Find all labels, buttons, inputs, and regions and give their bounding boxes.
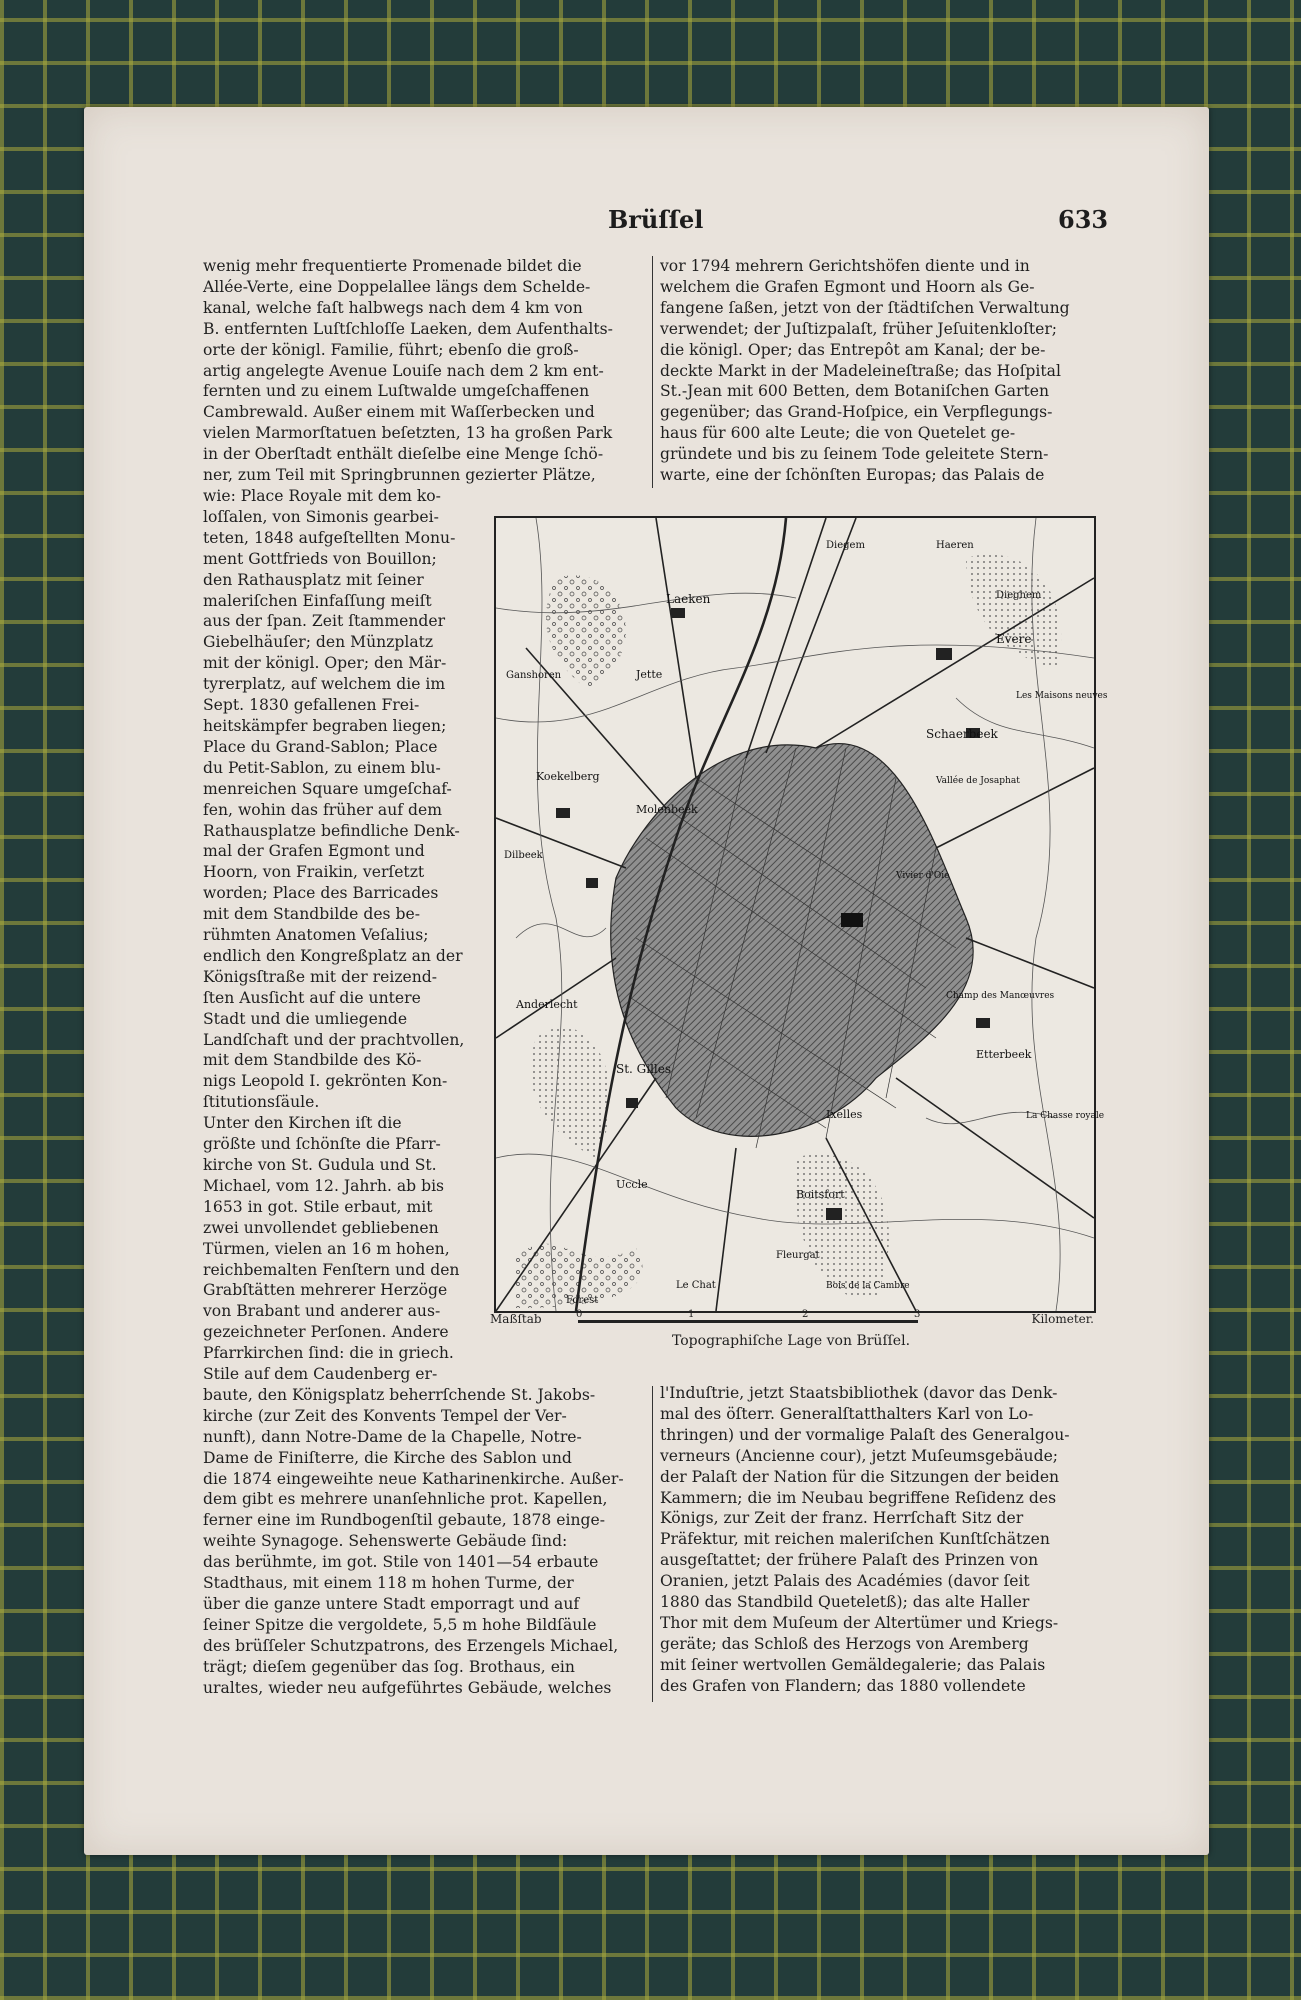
map-label-forest: Forest	[566, 1295, 599, 1306]
text-line: gründete und bis zu ſeinem Tode geleitete Stern-	[660, 445, 1049, 464]
map-label-la-chasse-royale: La Chasse royale	[1026, 1111, 1105, 1121]
text-line: den Rathausplatz mit ſeiner	[203, 570, 424, 589]
text-line: orte der königl. Familie, führt; ebenſo die groß-	[203, 340, 579, 359]
text-line: maleriſchen Einfaſſung meiſt	[203, 591, 432, 610]
text-line: weihte Synagoge. Sehenswerte Gebäude ſind:	[203, 1532, 568, 1551]
map-scale-bar	[578, 1320, 918, 1323]
map-label-uccle: Uccle	[616, 1178, 648, 1191]
map-label-koekelberg: Koekelberg	[536, 770, 600, 783]
text-line: die 1874 eingeweihte neue Katharinenkirche. Außer-	[203, 1469, 624, 1488]
map-label-boitsfort: Boitsfort	[796, 1188, 845, 1201]
map-label-dilbeek: Dilbeek	[504, 850, 543, 861]
right-column-bottom	[660, 1383, 1100, 1697]
text-line: Stadt und die umliegende	[203, 1009, 408, 1028]
map-label-molenbeek: Molenbeek	[636, 803, 698, 816]
text-line: fen, wohin das früher auf dem	[203, 800, 442, 819]
text-line: Landſchaft und der prachtvollen,	[203, 1030, 465, 1049]
column-rule-bottom	[652, 1386, 653, 1702]
text-line: Oranien, jetzt Palais des Académies (davor ſeit	[660, 1572, 1030, 1591]
text-line: Königs, zur Zeit der franz. Herrſchaft Sitz der	[660, 1509, 1024, 1528]
text-line: über die ganze untere Stadt emporragt und auf	[203, 1594, 580, 1613]
text-line: verneurs (Ancienne cour), jetzt Muſeumsgebäude;	[660, 1446, 1059, 1465]
text-line: nigs Leopold I. gekrönten Kon-	[203, 1072, 448, 1091]
text-line: Stile auf dem Caudenberg er-	[203, 1365, 438, 1383]
text-line: zwei unvollendet gebliebenen	[203, 1218, 439, 1237]
map-label-evere: Evere	[996, 632, 1032, 646]
text-line: des brüſſeler Schutzpatrons, des Erzengels Michael,	[203, 1636, 619, 1655]
text-line: kirche (zur Zeit des Konvents Tempel der Ver-	[203, 1406, 567, 1425]
text-line: Giebelhäuſer; den Münzplatz	[203, 633, 434, 652]
text-line: Cambrewald. Außer einem mit Waſſerbecken und	[203, 403, 595, 422]
map-label-ganshoren: Ganshoren	[506, 670, 562, 681]
text-line: Kammern; die im Neubau begriffene Reſidenz des	[660, 1488, 1057, 1507]
text-line: Rathausplatze befindliche Denk-	[203, 821, 460, 840]
map-drawing	[496, 518, 1108, 1311]
map-label-vivier-d-oie: Vivier d'Oie	[896, 871, 950, 881]
text-line: artig angelegte Avenue Louiſe nach dem 2 km ent-	[203, 361, 604, 380]
text-line: Präfektur, mit reichen maleriſchen Kunſtſchätzen	[660, 1530, 1050, 1549]
map-label-haeren: Haeren	[936, 540, 974, 551]
text-line: Türmen, vielen an 16 m hohen,	[203, 1239, 450, 1258]
map-label-etterbeek: Etterbeek	[976, 1048, 1032, 1061]
map-label-jette: Jette	[636, 668, 663, 681]
text-line: vor 1794 mehrern Gerichtshöfen diente und in	[660, 257, 1030, 275]
text-line: Hoorn, von Fraikin, verſetzt	[203, 863, 425, 882]
text-line: St.-Jean mit 600 Betten, dem Botaniſchen Garten	[660, 382, 1049, 401]
text-line: Place du Grand-Sablon; Place	[203, 737, 438, 756]
text-line: mit ſeiner wertvollen Gemäldegalerie; das Palais	[660, 1655, 1046, 1674]
text-line: mit dem Standbilde des be-	[203, 905, 420, 924]
text-line: wie: Place Royale mit dem ko-	[203, 487, 441, 505]
text-line: wenig mehr frequentierte Promenade bildet die	[203, 257, 582, 275]
map-scale-tick: 2	[802, 1309, 809, 1320]
text-line: Stadthaus, mit einem 118 m hohen Turme, der	[203, 1574, 574, 1593]
text-line: thringen) und der vormalige Palaſt des Generalgou-	[660, 1425, 1070, 1444]
text-line: 1653 in got. Stile erbaut, mit	[203, 1197, 433, 1216]
map-label-bois-de-la-cambre: Bois de la Cambre	[826, 1281, 910, 1291]
text-line: Thor mit dem Muſeum der Altertümer und Kriegs-	[660, 1613, 1059, 1632]
text-line: mit dem Standbilde des Kö-	[203, 1051, 422, 1070]
text-line: Dame de Finiſterre, die Kirche des Sablon und	[203, 1448, 572, 1467]
text-line: haus für 600 alte Leute; die von Quetelet ge-	[660, 424, 1016, 443]
text-line: deckte Markt in der Madeleineſtraße; das Hoſpital	[660, 361, 1061, 380]
text-line: baute, den Königsplatz beherrſchende St. Jakobs-	[203, 1385, 596, 1404]
text-line: Königsſtraße mit der reizend-	[203, 967, 438, 986]
text-line: reichbemalten Fenſtern und den	[203, 1260, 460, 1279]
text-line: du Petit-Sablon, zu einem blu-	[203, 758, 441, 777]
text-line: rühmten Anatomen Veſalius;	[203, 926, 429, 945]
text-line: mit der königl. Oper; den Mär-	[203, 654, 447, 673]
text-line: tyrerplatz, auf welchem die im	[203, 675, 446, 694]
text-line: kirche von St. Gudula und St.	[203, 1156, 437, 1174]
text-line: trägt; dieſem gegenüber das ſog. Brothaus, ein	[203, 1657, 575, 1676]
map-label-le-chat: Le Chat	[676, 1280, 716, 1291]
text-line: kanal, welche faſt halbwegs nach dem 4 km von	[203, 298, 583, 317]
text-line: ner, zum Teil mit Springbrunnen gezierter Plätze,	[203, 466, 596, 485]
text-line: Michael, vom 12. Jahrh. ab bis	[203, 1176, 445, 1195]
text-line: uraltes, wieder neu aufgeführtes Gebäude, welches	[203, 1678, 612, 1697]
map-label-laeken: Laeken	[666, 592, 711, 606]
map-label-schaerbeek: Schaerbeek	[926, 727, 998, 741]
text-line: mal der Grafen Egmont und	[203, 842, 425, 861]
text-line: des Grafen von Flandern; das 1880 vollendete	[660, 1676, 1026, 1695]
text-line: loſſalen, von Simonis gearbei-	[203, 507, 439, 526]
map-scale-label: Maßſtab	[490, 1312, 542, 1326]
text-line: welchem die Grafen Egmont und Hoorn als Ge-	[660, 277, 1035, 296]
text-line: warte, eine der ſchönſten Europas; das Palais de	[660, 466, 1045, 485]
map-label-fleurgat: Fleurgat	[776, 1250, 820, 1261]
running-header-title: Brüſſel	[608, 205, 704, 234]
map-label-champ-des-manoeuvres: Champ des Manœuvres	[946, 991, 1055, 1001]
text-line: mal des öſterr. Generalſtatthalters Karl von Lo-	[660, 1404, 1034, 1423]
left-column-bottom	[203, 1364, 643, 1699]
text-line: verwendet; der Juſtizpalaſt, früher Jeſuitenkloſter;	[660, 319, 1058, 338]
text-line: dem gibt es mehrere unanſehnliche prot. Kapellen,	[203, 1490, 608, 1509]
text-line: ſten Ausſicht auf die untere	[203, 988, 421, 1007]
text-line: l'Induſtrie, jetzt Staatsbibliothek (davor das Denk-	[660, 1384, 1058, 1402]
text-line: nunft), dann Notre-Dame de la Chapelle, Notre-	[203, 1427, 582, 1446]
text-line: ment Gottfrieds von Bouillon;	[203, 549, 437, 568]
map-caption: Topographiſche Lage von Brüſſel.	[672, 1333, 911, 1349]
text-line: gezeichneter Perſonen. Andere	[203, 1323, 449, 1342]
text-line: in der Oberſtadt enthält dieſelbe eine Menge ſchö-	[203, 445, 604, 464]
text-line: Unter den Kirchen iſt die	[203, 1114, 402, 1133]
page-number: 633	[1058, 205, 1109, 234]
text-line: ſtitutionsſäule.	[203, 1093, 320, 1112]
right-column-top	[660, 256, 1100, 486]
brussels-topographic-map	[494, 516, 1108, 1313]
text-line: B. entfernten Luſtſchloſſe Laeken, dem Aufenthalts-	[203, 319, 613, 338]
text-line: 1880 das Standbild Queteletß); das alte Haller	[660, 1593, 1030, 1612]
text-line: ausgeſtattet; der frühere Palaſt des Prinzen von	[660, 1551, 1039, 1570]
map-scale-tick: 3	[914, 1309, 921, 1320]
text-line: fernten und zu einem Luſtwalde umgeſchaffenen	[203, 382, 590, 401]
text-line: größte und ſchönſte die Pfarr-	[203, 1135, 441, 1154]
left-column-narrow	[203, 486, 471, 1364]
text-line: von Brabant und anderer aus-	[203, 1302, 441, 1321]
text-line: ferner eine im Rundbogenſtil gebaute, 1878 einge-	[203, 1511, 606, 1530]
text-line: aus der ſpan. Zeit ſtammender	[203, 612, 446, 631]
text-line: gegenüber; das Grand-Hoſpice, ein Verpflegungs-	[660, 403, 1053, 422]
text-line: ſeiner Spitze die vergoldete, 5,5 m hohe Bildſäule	[203, 1615, 597, 1634]
text-line: die königl. Oper; das Entrepôt am Kanal; der be-	[660, 340, 1046, 359]
text-line: teten, 1848 aufgeſtellten Monu-	[203, 528, 456, 547]
text-line: fangene ſaßen, jetzt von der ſtädtiſchen Verwaltung	[660, 298, 1070, 317]
map-label-les-maisons-neuves: Les Maisons neuves	[1016, 691, 1108, 701]
map-label-diegem: Diegem	[826, 540, 865, 551]
text-line: endlich den Kongreßplatz an der	[203, 946, 463, 965]
text-line: der Palaſt der Nation für die Sitzungen der beiden	[660, 1467, 1060, 1486]
text-line: worden; Place des Barricades	[203, 884, 439, 903]
map-label-vallee-de-josaphat: Vallée de Josaphat	[936, 776, 1020, 786]
map-scale-unit: Kilometer.	[1031, 1312, 1094, 1326]
text-line: heitskämpfer begraben liegen;	[203, 716, 447, 735]
map-scale-tick: 0	[576, 1309, 583, 1320]
left-column-top	[203, 256, 643, 486]
text-line: vielen Marmorſtatuen beſetzten, 13 ha großen Park	[203, 424, 613, 443]
text-line: Pfarrkirchen ſind: die in griech.	[203, 1344, 454, 1363]
map-label-st-gilles: St. Gilles	[616, 1062, 672, 1076]
map-label-dieghem: Dieghem	[996, 590, 1042, 601]
text-line: das berühmte, im got. Stile von 1401—54 erbaute	[203, 1553, 599, 1572]
map-label-anderlecht: Anderlecht	[516, 998, 578, 1011]
column-rule-top	[652, 256, 653, 488]
text-line: Grabſtätten mehrerer Herzöge	[203, 1281, 448, 1300]
text-line: Sept. 1830 gefallenen Frei-	[203, 696, 420, 715]
map-scale-tick: 1	[688, 1309, 695, 1320]
text-line: menreichen Square umgeſchaf-	[203, 779, 452, 798]
map-label-ixelles: Ixelles	[826, 1108, 863, 1121]
text-line: geräte; das Schloß des Herzogs von Aremberg	[660, 1634, 1029, 1653]
text-line: Allée-Verte, eine Doppelallee längs dem Schelde-	[203, 277, 591, 296]
